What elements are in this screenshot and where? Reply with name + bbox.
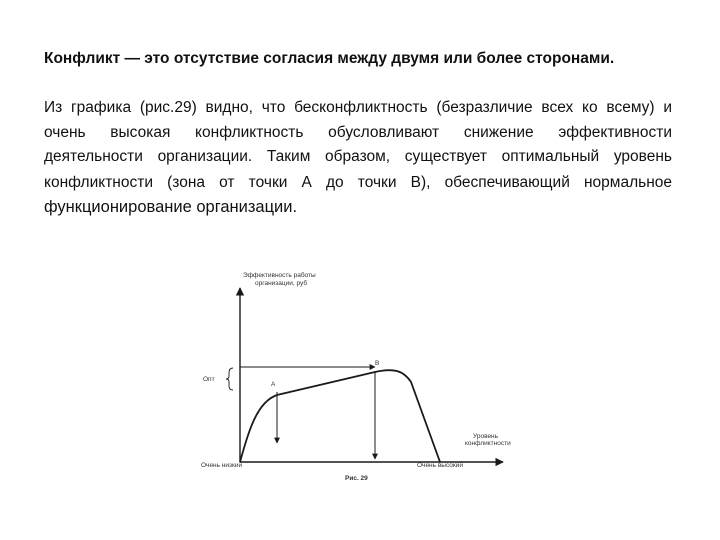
x-axis-label-line1: Уровень — [473, 433, 499, 440]
conflict-efficiency-figure — [195, 262, 525, 492]
efficiency-curve — [240, 370, 440, 462]
point-b-label: В — [375, 360, 380, 367]
x-high-label: Очень высокий — [417, 462, 464, 469]
figure-caption: Рис. 29 — [345, 475, 368, 482]
paragraph-end-text: функционирование организации. — [44, 198, 298, 216]
point-a-label: А — [271, 381, 276, 388]
paragraph-main-text: Из графика (рис.29) видно, что бесконфликтность (безразличие всех ко всему) и очень высокая конфликтность обусловливают снижение эффективности деятельности организации. Таким образом, существует оптимальный уровень конфликтности (зона от точки А до точки В), обеспечивающий нормальное — [44, 99, 672, 191]
y-axis-label-line1: Эффективность работы — [243, 272, 316, 279]
explanation-paragraph — [44, 96, 672, 221]
definition-heading: Конфликт — это отсутствие согласия между двумя или более сторонами. — [44, 50, 615, 67]
x-low-label: Очень низкий — [201, 462, 243, 469]
opt-brace — [226, 368, 233, 390]
conflict-efficiency-graph — [195, 262, 525, 492]
opt-label: Опт — [203, 376, 215, 383]
y-axis-label-line2: организации, руб — [255, 280, 308, 287]
x-axis-label-line2: конфликтности — [465, 440, 511, 447]
